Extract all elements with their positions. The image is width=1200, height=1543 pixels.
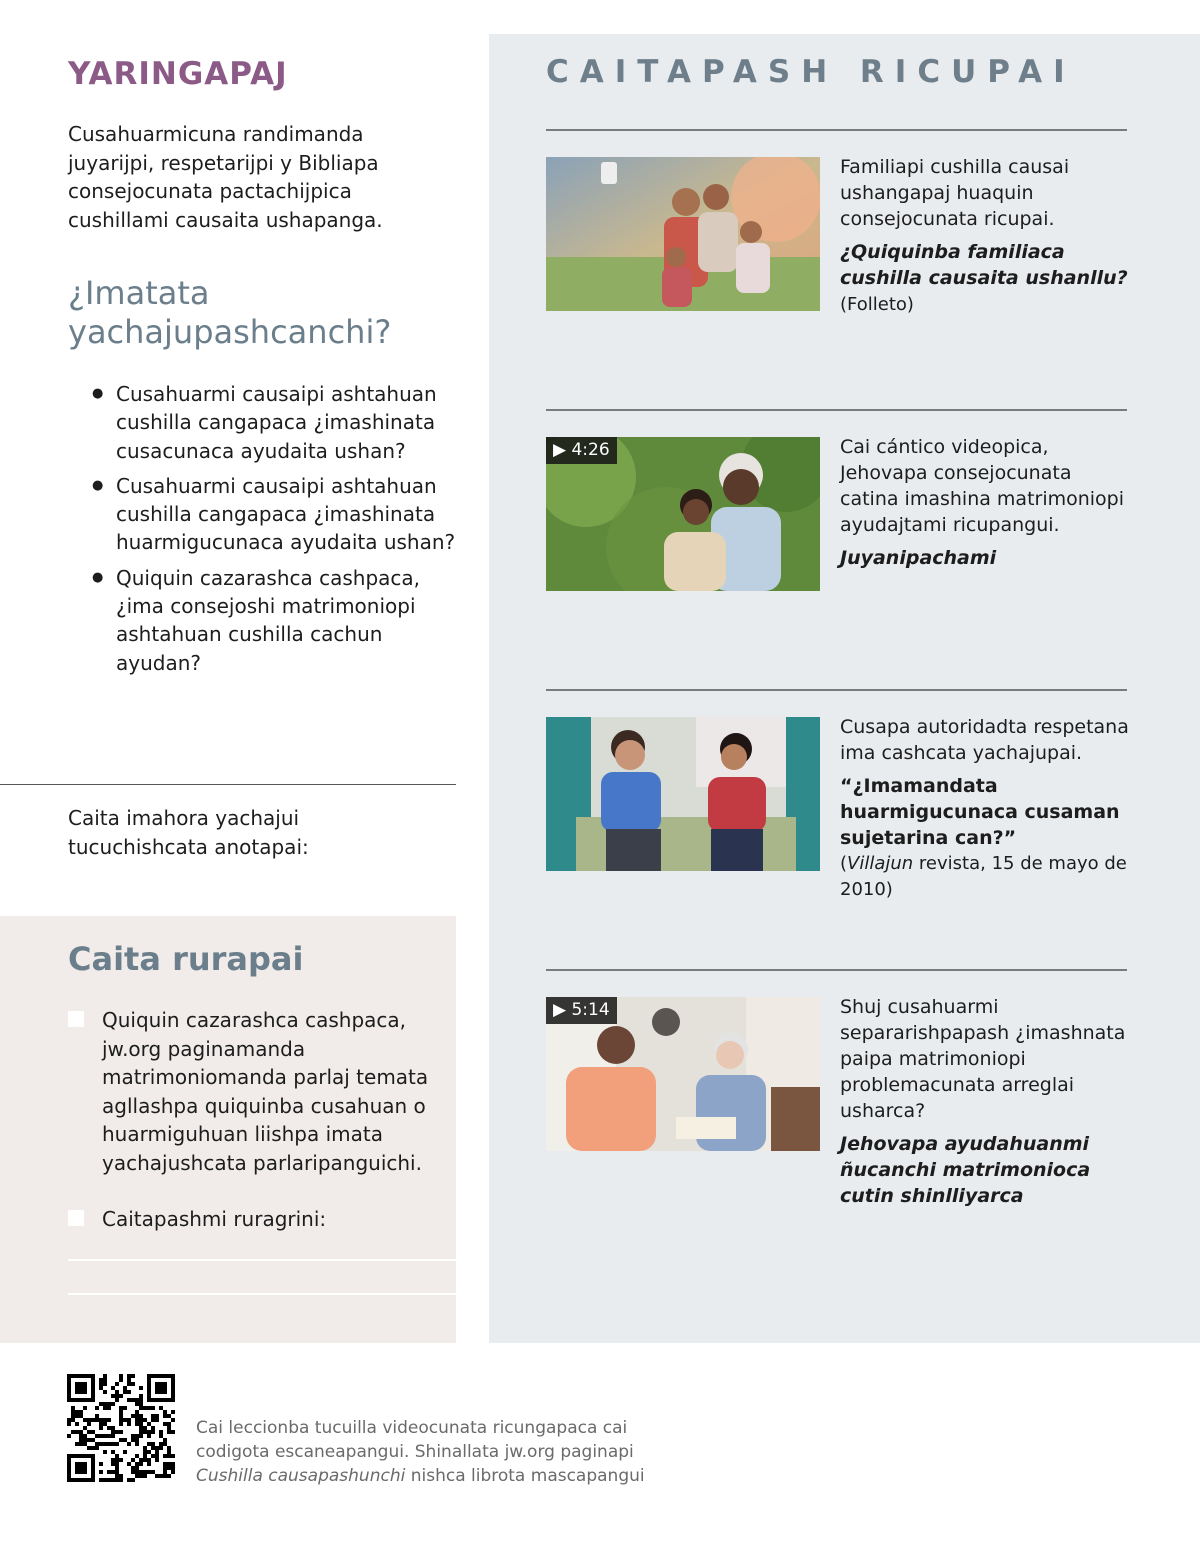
couple-talking-image[interactable] xyxy=(546,717,820,871)
video-duration: 4:26 xyxy=(571,440,610,460)
video-duration-badge: ▶ 5:14 xyxy=(546,997,617,1024)
family-selfie-image[interactable] xyxy=(546,157,820,311)
goals-panel xyxy=(0,916,456,1343)
resource-text xyxy=(840,714,1130,903)
goal-checkbox[interactable] xyxy=(68,1210,84,1226)
goals-title: Caita rurapai xyxy=(68,940,304,978)
resource-link-title[interactable]: Jehovapa ayudahuanmi ñucanchi matrimonioca cutin shinlliyarca xyxy=(840,1133,1091,1207)
review-title: ¿Imatata yachajupashcanchi? xyxy=(68,274,392,351)
resource-description: Cusapa autoridadta respetana ima cashcata yachajupai. xyxy=(840,716,1129,764)
resource-link-title[interactable]: Juyanipachami xyxy=(840,547,997,569)
summary-title: YARINGAPAJ xyxy=(68,56,288,92)
resource-text xyxy=(840,434,1130,571)
review-questions xyxy=(92,380,456,684)
review-question: ● Quiquin cazarashca cashpaca, ¿ima consejoshi matrimoniopi ashtahuan cushilla cachun ayudan? xyxy=(92,564,456,677)
resource-description: Familiapi cushilla causai ushangapaj huaquin consejocunata ricupai. xyxy=(840,156,1070,230)
goal-item xyxy=(68,1205,440,1234)
goal-checkbox[interactable] xyxy=(68,1011,84,1027)
resource-description: Cai cántico videopica, Jehovapa consejocunata catina imashina matrimoniopi ayudajtami ricupangui. xyxy=(840,436,1125,536)
book-title: Cushilla causapashunchi xyxy=(196,1466,406,1486)
resource-divider xyxy=(546,969,1127,971)
left-column xyxy=(0,0,456,1343)
goal-write-line[interactable] xyxy=(68,1259,456,1261)
review-question: ● Cusahuarmi causaipi ashtahuan cushilla cangapaca ¿imashinata huarmigucunaca ayudaita ushan? xyxy=(92,472,456,557)
summary-text: Cusahuarmicuna randimanda juyarijpi, respetarijpi y Bibliapa consejocunata pactachijpica cushillami causaita ushapanga. xyxy=(68,122,383,232)
resource-description: Shuj cusahuarmi separarishpapash ¿imashnata paipa matrimoniopi problemacunata arreglai usharca? xyxy=(840,996,1126,1122)
resource-text xyxy=(840,994,1130,1209)
resource-link-title[interactable]: ¿Quiquinba familiaca cushilla causaita ushanllu? xyxy=(840,241,1128,289)
resource-divider xyxy=(546,129,1127,131)
video-duration-badge: ▶ 4:26 xyxy=(546,437,617,464)
notes-divider xyxy=(0,784,456,785)
explore-panel xyxy=(489,34,1200,1343)
notes-label: Caita imahora yachajui tucuchishcata anotapai: xyxy=(68,806,309,859)
video-duration: 5:14 xyxy=(571,1000,610,1020)
qr-code[interactable] xyxy=(67,1374,175,1482)
explore-title: CAITAPASH RICUPAI xyxy=(546,54,1076,90)
video-thumbnail-couple[interactable] xyxy=(546,437,820,591)
video-thumbnail-elderly-couple[interactable] xyxy=(546,997,820,1151)
footer-text: Cai leccionba tucuilla videocunata ricungapaca cai codigota escaneapangui. Shinallata jw.org paginapi Cushilla causapashunchi nishca librota mascapangui xyxy=(196,1418,645,1486)
resource-source: (Villajun revista, 15 de mayo de 2010) xyxy=(840,853,1127,900)
resource-link[interactable] xyxy=(840,239,1130,318)
goal-text: Quiquin cazarashca cashpaca, jw.org paginamanda matrimoniomanda parlaj temata agllashpa quiquinba cusahuan o huarmiguhuan liishpa imata yachajushcata parlaripanguichi. xyxy=(102,1008,429,1175)
goal-item xyxy=(68,1006,440,1177)
goal-write-line[interactable] xyxy=(68,1293,456,1295)
resource-divider xyxy=(546,409,1127,411)
goal-text: Caitapashmi ruragrini: xyxy=(102,1207,327,1231)
resource-text xyxy=(840,154,1130,318)
resource-source: (Folleto) xyxy=(840,294,914,315)
resource-link-title[interactable]: “¿Imamandata huarmigucunaca cusaman sujetarina can?” xyxy=(840,775,1120,849)
resource-divider xyxy=(546,689,1127,691)
review-question: ● Cusahuarmi causaipi ashtahuan cushilla cangapaca ¿imashinata cusacunaca ayudaita ushan? xyxy=(92,380,456,465)
